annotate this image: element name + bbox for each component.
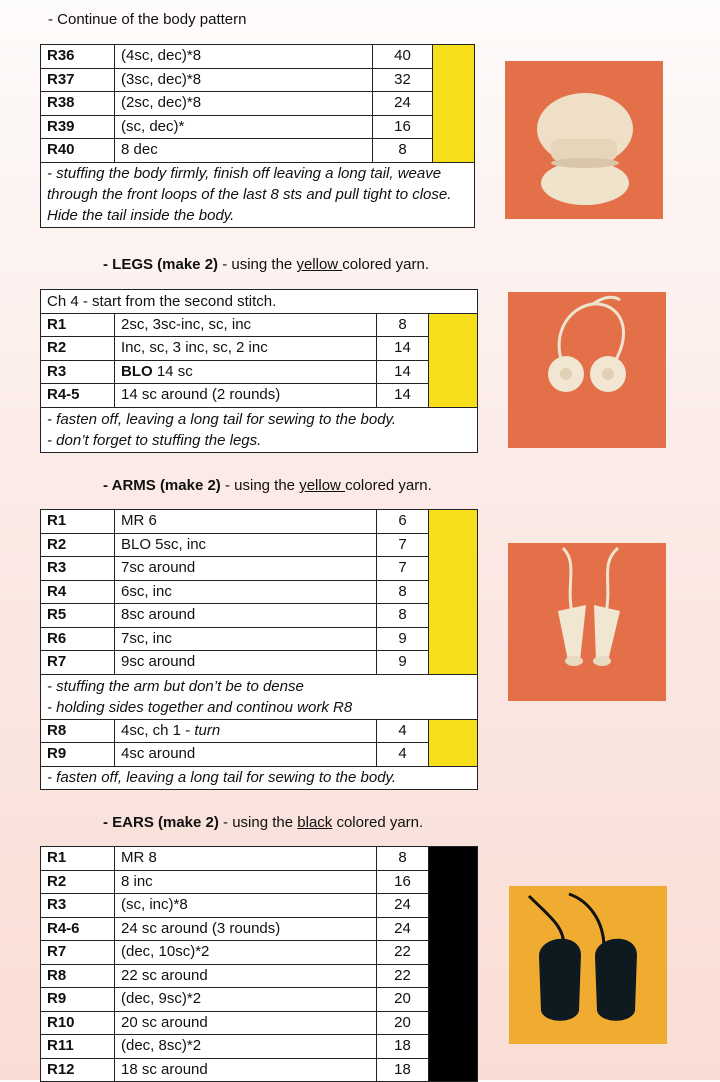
- yarn-color-swatch: [433, 45, 475, 163]
- stitch-count: 24: [377, 894, 429, 918]
- instruction: [115, 719, 377, 743]
- body-photo: [505, 61, 663, 219]
- table-row: [41, 92, 475, 116]
- stitch-count: 7: [377, 533, 429, 557]
- legs-pattern-table: [40, 289, 478, 453]
- instruction: (4sc, dec)*8: [115, 45, 373, 69]
- round-label: R6: [41, 627, 115, 651]
- body-pattern-table: [40, 44, 475, 228]
- table-row: [41, 719, 478, 743]
- legs-start-note: Ch 4 - start from the second stitch.: [41, 290, 478, 314]
- stitch-count: 32: [373, 68, 433, 92]
- instruction: 8sc around: [115, 604, 377, 628]
- round-label: R1: [41, 847, 115, 871]
- arms-mid-note: [41, 674, 478, 719]
- instruction: (sc, inc)*8: [115, 894, 377, 918]
- arms-section-heading: [103, 477, 432, 494]
- table-row: [41, 139, 475, 163]
- stitch-count: 9: [377, 651, 429, 675]
- yarn-color-swatch: [429, 313, 478, 407]
- instruction: 22 sc around: [115, 964, 377, 988]
- instruction: (dec, 8sc)*2: [115, 1035, 377, 1059]
- instruction-main: 4sc, ch 1 -: [121, 721, 195, 739]
- instruction: 2sc, 3sc-inc, sc, inc: [115, 313, 377, 337]
- table-row: [41, 766, 478, 790]
- body-finish-note: - stuffing the body firmly, finish off leaving a long tail, weave through the front loops of the last 8 sts and pull tight to close. Hide the tail inside the body.: [41, 162, 475, 227]
- legs-note-line-2: - don’t forget to stuffing the legs.: [47, 431, 262, 449]
- yarn-color-swatch: [429, 847, 478, 1082]
- legs-photo: [508, 292, 666, 448]
- instruction: 7sc around: [115, 557, 377, 581]
- instruction: MR 6: [115, 510, 377, 534]
- instruction-rest: 14 sc: [152, 362, 193, 380]
- table-row: [41, 627, 478, 651]
- table-row: [41, 115, 475, 139]
- round-label: R39: [41, 115, 115, 139]
- round-label: R4: [41, 580, 115, 604]
- table-row: [41, 743, 478, 767]
- table-row: [41, 964, 478, 988]
- arms-heading-title: - ARMS (make 2): [103, 477, 221, 494]
- instruction: 20 sc around: [115, 1011, 377, 1035]
- legs-heading-title: - LEGS (make 2): [103, 256, 219, 273]
- stitch-count: 6: [377, 510, 429, 534]
- instruction: 8 dec: [115, 139, 373, 163]
- table-row: [41, 384, 478, 408]
- table-row: [41, 337, 478, 361]
- table-row: [41, 68, 475, 92]
- stitch-count: 20: [377, 988, 429, 1012]
- instruction: MR 8: [115, 847, 377, 871]
- arms-photo: [508, 543, 666, 701]
- round-label: R3: [41, 360, 115, 384]
- arms-mid-note-line-1: - stuffing the arm but don’t be to dense: [47, 677, 304, 695]
- round-label: R37: [41, 68, 115, 92]
- table-row: [41, 45, 475, 69]
- round-label: R36: [41, 45, 115, 69]
- table-row: [41, 870, 478, 894]
- stitch-count: 9: [377, 627, 429, 651]
- instruction: Inc, sc, 3 inc, sc, 2 inc: [115, 337, 377, 361]
- legs-heading-end: colored yarn.: [342, 256, 430, 273]
- round-label: R38: [41, 92, 115, 116]
- instruction: 14 sc around (2 rounds): [115, 384, 377, 408]
- stitch-count: 14: [377, 337, 429, 361]
- table-row: [41, 651, 478, 675]
- table-row: [41, 290, 478, 314]
- arms-pattern-table: [40, 509, 478, 790]
- round-label: R40: [41, 139, 115, 163]
- round-label: R4-5: [41, 384, 115, 408]
- stitch-count: 8: [377, 847, 429, 871]
- instruction: 6sc, inc: [115, 580, 377, 604]
- stitch-count: 22: [377, 941, 429, 965]
- round-label: R2: [41, 337, 115, 361]
- blo-label: BLO: [121, 362, 153, 380]
- stitch-count: 40: [373, 45, 433, 69]
- legs-heading-mid: - using the: [218, 256, 297, 273]
- instruction: 9sc around: [115, 651, 377, 675]
- stitch-count: 7: [377, 557, 429, 581]
- instruction: [115, 360, 377, 384]
- round-label: R7: [41, 651, 115, 675]
- legs-section-heading: [103, 256, 429, 273]
- table-row: [41, 988, 478, 1012]
- table-row: [41, 313, 478, 337]
- table-row: [41, 847, 478, 871]
- table-row: [41, 407, 478, 452]
- stitch-count: 8: [373, 139, 433, 163]
- ears-section-heading: [103, 814, 423, 831]
- table-row: [41, 580, 478, 604]
- legs-heading-color: yellow: [296, 256, 343, 273]
- stitch-count: 24: [373, 92, 433, 116]
- ears-pattern-table: [40, 846, 478, 1082]
- round-label: R2: [41, 533, 115, 557]
- stitch-count: 20: [377, 1011, 429, 1035]
- round-label: R8: [41, 964, 115, 988]
- round-label: R4-6: [41, 917, 115, 941]
- ears-heading-end: colored yarn.: [332, 814, 424, 831]
- round-label: R7: [41, 941, 115, 965]
- instruction: (3sc, dec)*8: [115, 68, 373, 92]
- table-row: [41, 894, 478, 918]
- instruction: 24 sc around (3 rounds): [115, 917, 377, 941]
- stitch-count: 22: [377, 964, 429, 988]
- stitch-count: 4: [377, 743, 429, 767]
- arms-heading-end: colored yarn.: [345, 477, 432, 494]
- table-row: [41, 533, 478, 557]
- yarn-color-swatch: [429, 510, 478, 675]
- instruction: 7sc, inc: [115, 627, 377, 651]
- stitch-count: 8: [377, 580, 429, 604]
- instruction: (dec, 10sc)*2: [115, 941, 377, 965]
- ears-photo: [509, 886, 667, 1044]
- round-label: R9: [41, 988, 115, 1012]
- arms-heading-color: yellow: [299, 477, 346, 494]
- table-row: [41, 941, 478, 965]
- round-label: R12: [41, 1058, 115, 1082]
- ears-heading-mid: - using the: [218, 814, 298, 831]
- table-row: [41, 557, 478, 581]
- round-label: R3: [41, 557, 115, 581]
- round-label: R3: [41, 894, 115, 918]
- ears-heading-color: black: [297, 814, 333, 831]
- stitch-count: 8: [377, 604, 429, 628]
- table-row: [41, 604, 478, 628]
- stitch-count: 4: [377, 719, 429, 743]
- stitch-count: 8: [377, 313, 429, 337]
- stitch-count: 16: [373, 115, 433, 139]
- instruction: 8 inc: [115, 870, 377, 894]
- table-row: [41, 360, 478, 384]
- instruction: (sc, dec)*: [115, 115, 373, 139]
- round-label: R1: [41, 313, 115, 337]
- legs-note-line-1: - fasten off, leaving a long tail for sewing to the body.: [47, 410, 397, 428]
- yarn-color-swatch: [429, 719, 478, 766]
- table-row: [41, 674, 478, 719]
- round-label: R10: [41, 1011, 115, 1035]
- instruction: 4sc around: [115, 743, 377, 767]
- stitch-count: 18: [377, 1035, 429, 1059]
- table-row: [41, 1011, 478, 1035]
- stitch-count: 14: [377, 384, 429, 408]
- arms-mid-note-line-2: - holding sides together and continou work R8: [47, 698, 353, 716]
- round-label: R9: [41, 743, 115, 767]
- instruction: BLO 5sc, inc: [115, 533, 377, 557]
- round-label: R11: [41, 1035, 115, 1059]
- instruction-italic: turn: [194, 721, 221, 739]
- round-label: R8: [41, 719, 115, 743]
- body-section-heading: - Continue of the body pattern: [48, 11, 247, 28]
- table-row: [41, 1058, 478, 1082]
- table-row: [41, 1035, 478, 1059]
- stitch-count: 18: [377, 1058, 429, 1082]
- stitch-count: 14: [377, 360, 429, 384]
- instruction: 18 sc around: [115, 1058, 377, 1082]
- table-row: [41, 162, 475, 227]
- ears-heading-title: - EARS (make 2): [103, 814, 219, 831]
- instruction: (dec, 9sc)*2: [115, 988, 377, 1012]
- round-label: R1: [41, 510, 115, 534]
- stitch-count: 24: [377, 917, 429, 941]
- legs-finish-note: [41, 407, 478, 452]
- stitch-count: 16: [377, 870, 429, 894]
- round-label: R2: [41, 870, 115, 894]
- table-row: [41, 510, 478, 534]
- table-row: [41, 917, 478, 941]
- arms-heading-mid: - using the: [220, 477, 300, 494]
- arms-finish-note: - fasten off, leaving a long tail for sewing to the body.: [41, 766, 478, 790]
- instruction: (2sc, dec)*8: [115, 92, 373, 116]
- round-label: R5: [41, 604, 115, 628]
